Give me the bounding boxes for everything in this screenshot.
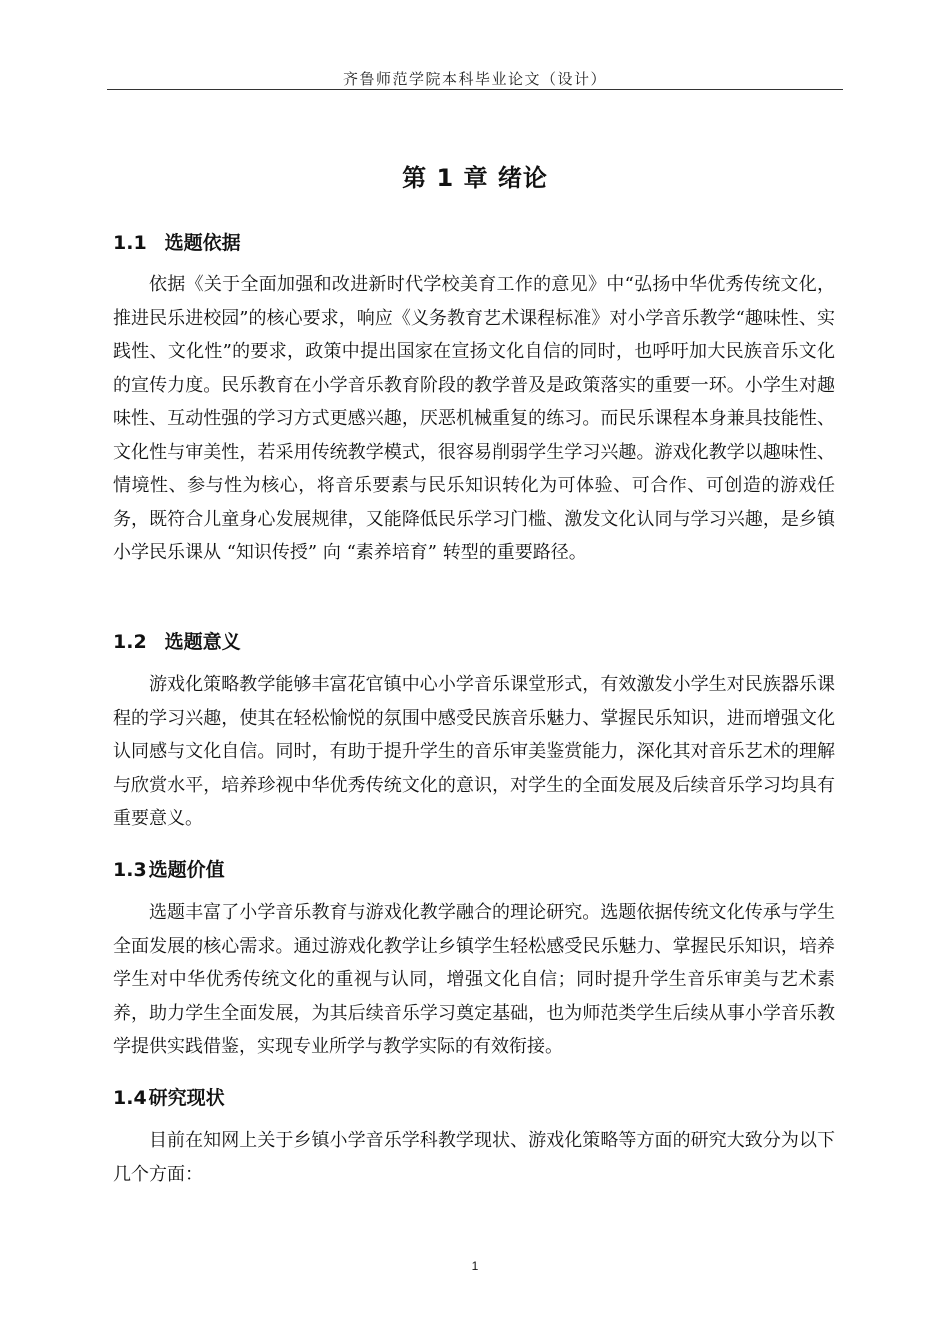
section-title: 选题意义	[164, 631, 241, 653]
section-number: 1.4	[113, 1087, 147, 1109]
running-header-title: 齐鲁师范学院本科毕业论文（设计）	[342, 70, 607, 88]
section-number: 1.3	[113, 859, 147, 881]
section-title: 选题价值	[148, 859, 225, 881]
section-number: 1.1	[113, 232, 147, 254]
section-title: 选题依据	[164, 232, 241, 254]
section-heading-1-3	[113, 855, 225, 882]
paragraph-selection-significance: 游戏化策略教学能够丰富花官镇中心小学音乐课堂形式，有效激发小学生对民族器乐课程的学习兴趣，使其在轻松愉悦的氛围中感受民族音乐魅力、掌握民乐知识，进而增强文化认同感与文化自信。同时，有助于提升学生的音乐审美鉴赏能力，深化其对音乐艺术的理解与欣赏水平，培养珍视中华优秀传统文化的意识，对学生的全面发展及后续音乐学习均具有重要意义。	[113, 674, 835, 829]
section-heading-1-1	[113, 228, 241, 255]
section-heading-1-4	[113, 1083, 225, 1110]
paragraph-research-status: 目前在知网上关于乡镇小学音乐学科教学现状、游戏化策略等方面的研究大致分为以下几个方面：	[113, 1130, 835, 1185]
page-number: 1	[471, 1259, 479, 1273]
section-title: 研究现状	[148, 1087, 225, 1109]
section-heading-1-2	[113, 627, 241, 654]
paragraph-selection-value: 选题丰富了小学音乐教育与游戏化教学融合的理论研究。选题依据传统文化传承与学生全面发展的核心需求。通过游戏化教学让乡镇学生轻松感受民乐魅力、掌握民乐知识，培养学生对中华优秀传统文化的重视与认同，增强文化自信；同时提升学生音乐审美与艺术素养，助力学生全面发展，为其后续音乐学习奠定基础，也为师范类学生后续从事小学音乐教学提供实践借鉴，实现专业所学与教学实际的有效衔接。	[113, 902, 835, 1057]
section-number: 1.2	[113, 631, 147, 653]
paragraph-selection-basis: 依据《关于全面加强和改进新时代学校美育工作的意见》中“弘扬中华优秀传统文化，推进民乐进校园”的核心要求，响应《义务教育艺术课程标准》对小学音乐教学“趣味性、实践性、文化性”的要求，政策中提出国家在宣扬文化自信的同时，也呼吁加大民族音乐文化的宣传力度。民乐教育在小学音乐教育阶段的教学普及是政策落实的重要一环。小学生对趣味性、互动性强的学习方式更感兴趣，厌恶机械重复的练习。而民乐课程本身兼具技能性、文化性与审美性，若采用传统教学模式，很容易削弱学生学习兴趣。游戏化教学以趣味性、情境性、参与性为核心，将音乐要素与民乐知识转化为可体验、可合作、可创造的游戏任务，既符合儿童身心发展规律，又能降低民乐学习门槛、激发文化认同与学习兴趣，是乡镇小学民乐课从 “知识传授” 向 “素养培育” 转型的重要路径。	[113, 274, 835, 563]
chapter-title: 第 1 章 绪论	[402, 164, 548, 192]
header-divider	[107, 89, 843, 90]
